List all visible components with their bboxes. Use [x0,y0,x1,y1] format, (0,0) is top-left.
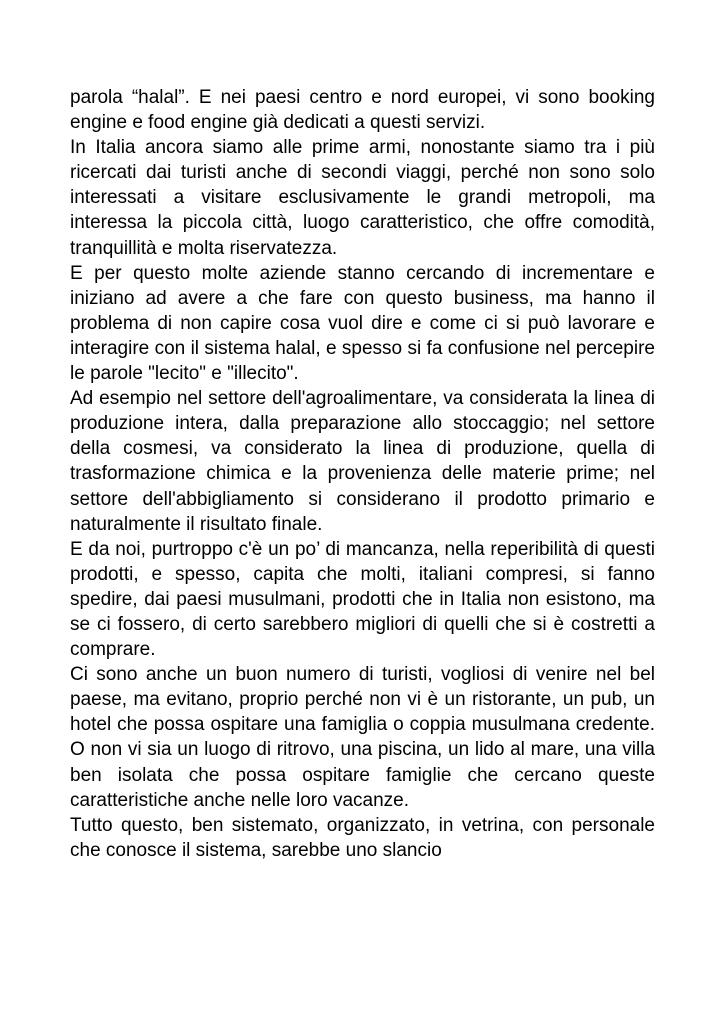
paragraph-1: parola “halal”. E nei paesi centro e nord europei, vi sono booking engine e food engine già dedicati a questi servizi. [70,87,655,134]
paragraph-4: Ad esempio nel settore dell'agroalimentare, va considerata la linea di produzione intera, dalla preparazione allo stoccaggio; nel settore della cosmesi, va considerato la linea di produzione, quella di trasformazione chimica e la provenienza delle materie prime; nel settore dell'abbigliamento si considerano il prodotto primario e naturalmente il risultato finale. [70,388,655,535]
paragraph-3: E per questo molte aziende stanno cercando di incrementare e iniziano ad avere a che fare con questo business, ma hanno il problema di non capire cosa vuol dire e come ci si può lavorare e interagire con il sistema halal, e spesso si fa confusione nel percepire le parole "lecito" e "illecito". [70,262,655,385]
document-page [70,85,655,863]
paragraph-6: Ci sono anche un buon numero di turisti, vogliosi di venire nel bel paese, ma evitano, proprio perché non vi è un ristorante, un pub, un hotel che possa ospitare una famiglia o coppia musulmana credente. O non vi sia un luogo di ritrovo, una piscina, un lido al mare, una villa ben isolata che possa ospitare famiglie che cercano queste caratteristiche anche nelle loro vacanze. [70,664,655,811]
paragraph-5: E da noi, purtroppo c'è un po’ di mancanza, nella reperibilità di questi prodotti, e spesso, capita che molti, italiani compresi, si fanno spedire, dai paesi musulmani, prodotti che in Italia non esistono, ma se ci fossero, di certo sarebbero migliori di quelli che si è costretti a comprare. [70,538,655,661]
paragraph-7: Tutto questo, ben sistemato, organizzato, in vetrina, con personale che conosce il sistema, sarebbe uno slancio [70,814,655,861]
paragraph-2: In Italia ancora siamo alle prime armi, nonostante siamo tra i più ricercati dai turisti anche di secondi viaggi, perché non sono solo interessati a visitare esclusivamente le grandi metropoli, ma interessa la piccola città, luogo caratteristico, che offre comodità, tranquillità e molta riservatezza. [70,137,655,259]
